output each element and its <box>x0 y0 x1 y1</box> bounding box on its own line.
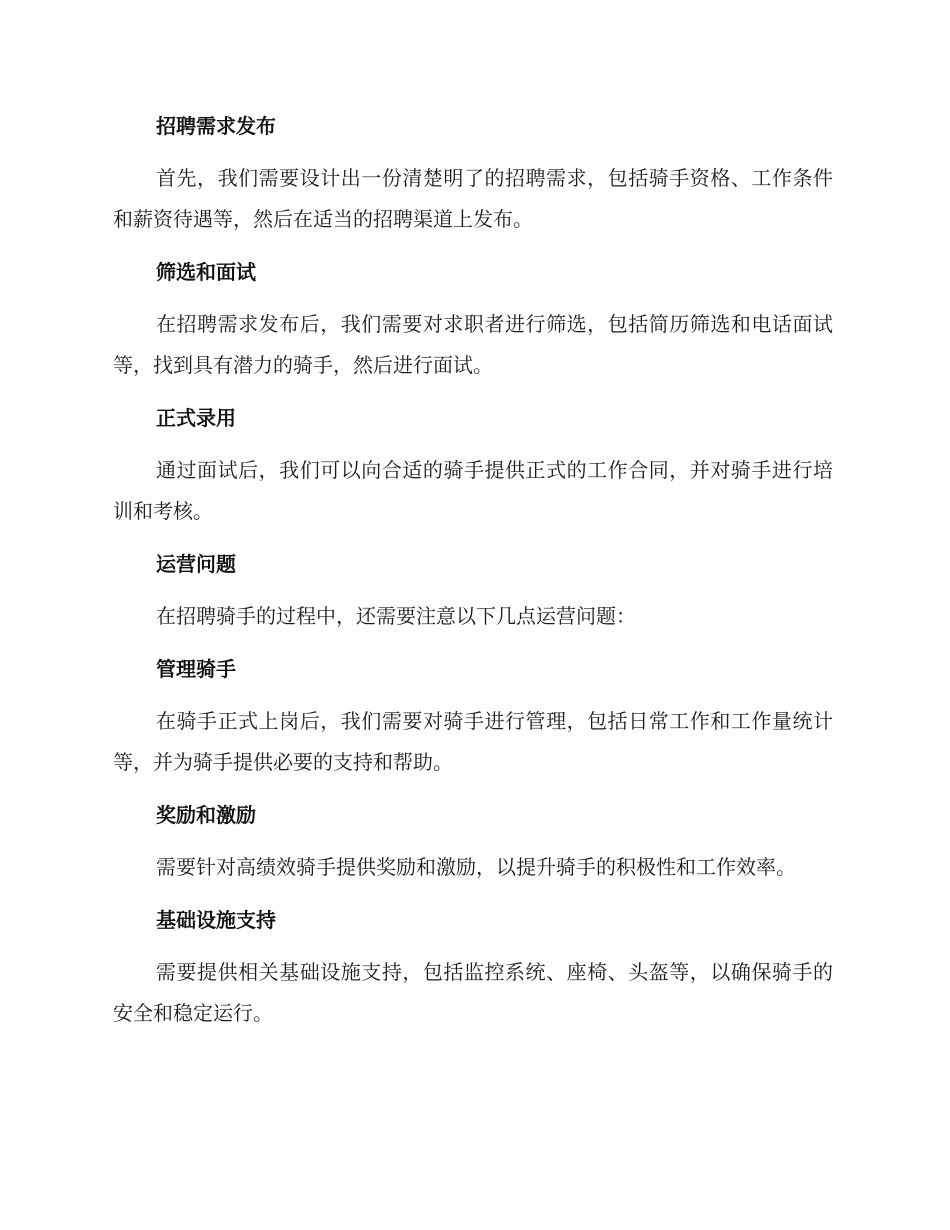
section-heading-infrastructure: 基础设施支持 <box>156 908 276 932</box>
section-heading-recruitment-release: 招聘需求发布 <box>156 114 276 138</box>
section-heading-rider-management: 管理骑手 <box>156 657 236 681</box>
section-body-formal-hiring: 通过面试后，我们可以向合适的骑手提供正式的工作合同，并对骑手进行培训和考核。 <box>113 458 833 523</box>
section-body-screening-interview: 在招聘需求发布后，我们需要对求职者进行筛选，包括简历筛选和电话面试等，找到具有潜力的骑手，然后进行面试。 <box>113 312 833 377</box>
section-body-rider-management: 在骑手正式上岗后，我们需要对骑手进行管理，包括日常工作和工作量统计等，并为骑手提供必要的支持和帮助。 <box>113 709 833 774</box>
section-heading-formal-hiring: 正式录用 <box>156 406 236 430</box>
section-body-operations: 在招聘骑手的过程中，还需要注意以下几点运营问题： <box>156 604 636 628</box>
section-body-infrastructure: 需要提供相关基础设施支持，包括监控系统、座椅、头盔等，以确保骑手的安全和稳定运行。 <box>113 960 833 1025</box>
section-body-rewards-incentives: 需要针对高绩效骑手提供奖励和激励，以提升骑手的积极性和工作效率。 <box>156 855 796 879</box>
section-heading-operations: 运营问题 <box>156 552 236 576</box>
section-heading-rewards-incentives: 奖励和激励 <box>156 803 256 827</box>
section-body-recruitment-release: 首先，我们需要设计出一份清楚明了的招聘需求，包括骑手资格、工作条件和薪资待遇等，然后在适当的招聘渠道上发布。 <box>113 166 833 231</box>
document-page <box>113 108 833 1048</box>
section-heading-screening-interview: 筛选和面试 <box>156 260 256 284</box>
